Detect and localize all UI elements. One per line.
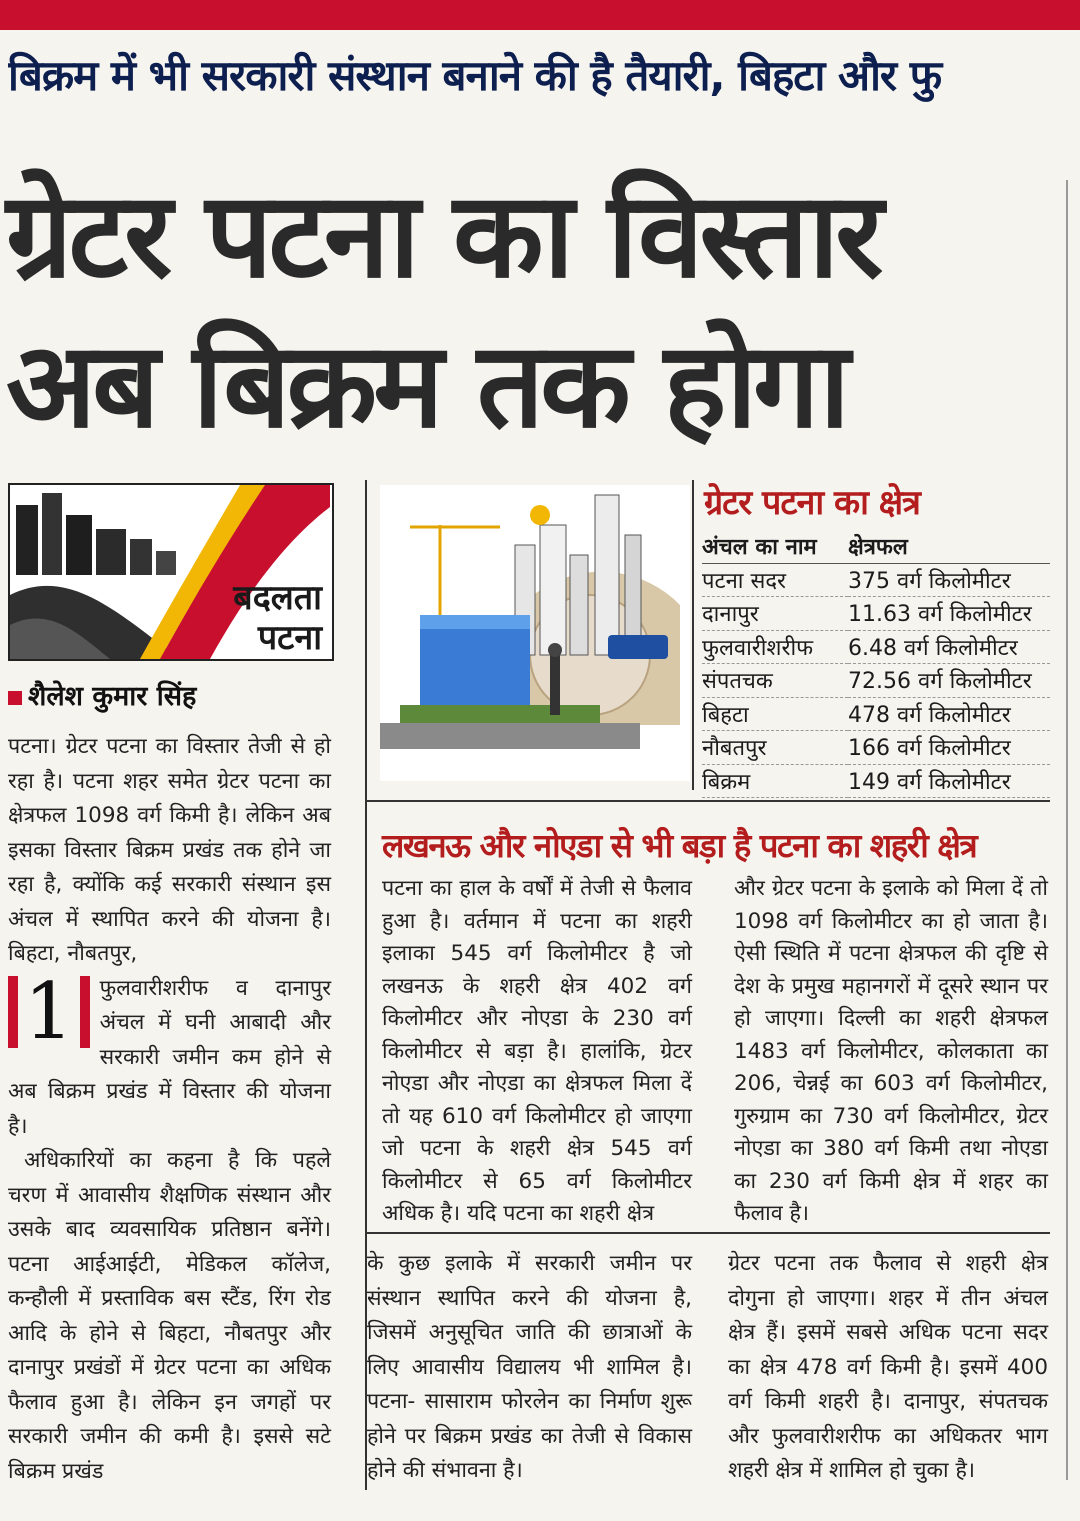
zone-area: 375 वर्ग किलोमीटर bbox=[848, 563, 1050, 597]
table-row bbox=[702, 563, 1050, 597]
article-column-4: के कुछ इलाके में सरकारी जमीन पर संस्थान स्थापित करने की योजना है, जिसमें अनुसूचित जाति की छात्राओं के लिए आवासीय विद्यालय भी शामिल है। पटना- सासाराम फोरलेन का निर्माण शुरू होने पर बिक्रम प्रखंड का तेजी से विकास होने की संभावना है। bbox=[367, 1251, 692, 1483]
table-row bbox=[702, 697, 1050, 731]
area-table-header bbox=[702, 530, 1050, 563]
table-row bbox=[702, 597, 1050, 631]
col1-paragraph-1-cont: फुलवारीशरीफ व दानापुर अंचल में घनी आबादी और सरकारी जमीन कम होने से अब बिक्रम प्रखंड में विस्तार की योजना है। bbox=[8, 975, 331, 1139]
header-area: क्षेत्रफल bbox=[848, 530, 1050, 563]
illustration-graphic bbox=[380, 485, 690, 781]
table-row bbox=[702, 764, 1050, 798]
col1-paragraph-1: पटना। ग्रेटर पटना का विस्तार तेजी से हो रहा है। पटना शहर समेत ग्रेटर पटना का क्षेत्रफल 1098 वर्ग किमी है। लेकिन अब इसका विस्तार बिक्रम प्रखंड तक होने जा रहा है, क्योंकि कई सरकारी संस्थान इस अंचल में स्थापित करने की योजना है। बिहटा, नौबतपुर, bbox=[8, 734, 331, 966]
zone-name: बिहटा bbox=[702, 697, 848, 731]
zone-name: बिक्रम bbox=[702, 764, 848, 798]
header-zone: अंचल का नाम bbox=[702, 530, 848, 563]
headline-line-2: अब बिक्रम तक होगा bbox=[6, 316, 847, 454]
top-color-bar bbox=[0, 0, 1080, 30]
dropcap-badge: 1 bbox=[8, 976, 90, 1048]
article-column-3: और ग्रेटर पटना के इलाके को मिला दें तो 1098 वर्ग किलोमीटर का हो जाता है। ऐसी स्थिति में पटना क्षेत्रफल की दृष्टि से देश के प्रमुख महानगरों में दूसरे स्थान पर हो जाएगा। दिल्ली का शहरी क्षेत्रफल 1483 वर्ग किलोमीटर, कोलकाता का 206, चेन्नई का 603 वर्ग किलोमीटर, गुरुग्राम का 730 वर्ग किलोमीटर, ग्रेटर नोएडा का 380 वर्ग किमी तथा नोएडा का 230 वर्ग किमी क्षेत्र में शहर का फैलाव है। bbox=[734, 876, 1048, 1226]
box-rule bbox=[692, 480, 694, 790]
zone-area: 478 वर्ग किलोमीटर bbox=[848, 697, 1050, 731]
zone-area: 149 वर्ग किलोमीटर bbox=[848, 764, 1050, 798]
zone-area: 72.56 वर्ग किलोमीटर bbox=[848, 664, 1050, 698]
kicker-headline: बिक्रम में भी सरकारी संस्थान बनाने की है तैयारी, बिहटा और फु bbox=[8, 51, 942, 100]
col1-paragraph-2: अधिकारियों का कहना है कि पहले चरण में आवासीय शैक्षणिक संस्थान और उसके बाद व्यवसायिक प्रतिष्ठान बनेंगे। पटना आईआईटी, मेडिकल कॉलेज, कन्हौली में प्रस्ताविक बस स्टैंड, रिंग रोड आदि के होने से बिहटा, नौबतपुर और दानापुर प्रखंडों में ग्रेटर पटना का अधिक फैलाव हुआ है। लेकिन इन जगहों पर सरकारी जमीन की कमी है। इससे सटे बिक्रम प्रखंड bbox=[8, 1148, 331, 1484]
zone-name: संपतचक bbox=[702, 664, 848, 698]
table-row bbox=[702, 731, 1050, 765]
headline-line-1: ग्रेटर पटना का विस्तार bbox=[6, 166, 880, 304]
city-development-illustration bbox=[380, 485, 690, 781]
area-table bbox=[702, 530, 1050, 798]
zone-name: पटना सदर bbox=[702, 563, 848, 597]
table-row bbox=[702, 664, 1050, 698]
article-column-1 bbox=[8, 730, 331, 1489]
article-column-5: ग्रेटर पटना तक फैलाव से शहरी क्षेत्र दोगुना हो जाएगा। शहर में तीन अंचल क्षेत्र हैं। इसमें सबसे अधिक पटना सदर का क्षेत्र 478 वर्ग किमी है। इसमें 400 वर्ग किमी शहरी है। दानापुर, संपतचक और फुलवारीशरीफ का अधिकतर भाग शहरी क्षेत्र में शामिल हो चुका है। bbox=[728, 1251, 1048, 1483]
column-rule-right bbox=[1066, 180, 1068, 1480]
badalta-patna-logo bbox=[8, 483, 334, 661]
section-rule-bottom bbox=[367, 1232, 1050, 1234]
author-name: शैलेश कुमार सिंह bbox=[28, 681, 197, 712]
byline-marker-icon bbox=[8, 691, 22, 705]
section-rule-top bbox=[367, 800, 1050, 802]
zone-area: 166 वर्ग किलोमीटर bbox=[848, 731, 1050, 765]
zone-area: 11.63 वर्ग किलोमीटर bbox=[848, 597, 1050, 631]
author-byline bbox=[8, 676, 196, 713]
table-row bbox=[702, 630, 1050, 664]
article-column-2: पटना का हाल के वर्षों में तेजी से फैलाव हुआ है। वर्तमान में पटना का शहरी इलाका 545 वर्ग किलोमीटर है जो लखनऊ के शहरी क्षेत्र 402 वर्ग किलोमीटर और नोएडा के 230 वर्ग किलोमीटर से बड़ा है। हालांकि, ग्रेटर नोएडा और नोएडा का क्षेत्रफल मिला दें तो यह 610 वर्ग किलोमीटर हो जाएगा जो पटना के शहरी क्षेत्र 545 वर्ग किलोमीटर से 65 वर्ग किलोमीटर अधिक है। यदि पटना का शहरी क्षेत्र bbox=[382, 876, 692, 1226]
logo-text-badalta: बदलता bbox=[233, 578, 322, 618]
zone-name: फुलवारीशरीफ bbox=[702, 630, 848, 664]
zone-area: 6.48 वर्ग किलोमीटर bbox=[848, 630, 1050, 664]
zone-name: नौबतपुर bbox=[702, 731, 848, 765]
zone-name: दानापुर bbox=[702, 597, 848, 631]
area-box-title: ग्रेटर पटना का क्षेत्र bbox=[704, 483, 920, 523]
section-subheadline: लखनऊ और नोएडा से भी बड़ा है पटना का शहरी क्षेत्र bbox=[382, 826, 977, 865]
logo-text-patna: पटना bbox=[257, 618, 322, 658]
